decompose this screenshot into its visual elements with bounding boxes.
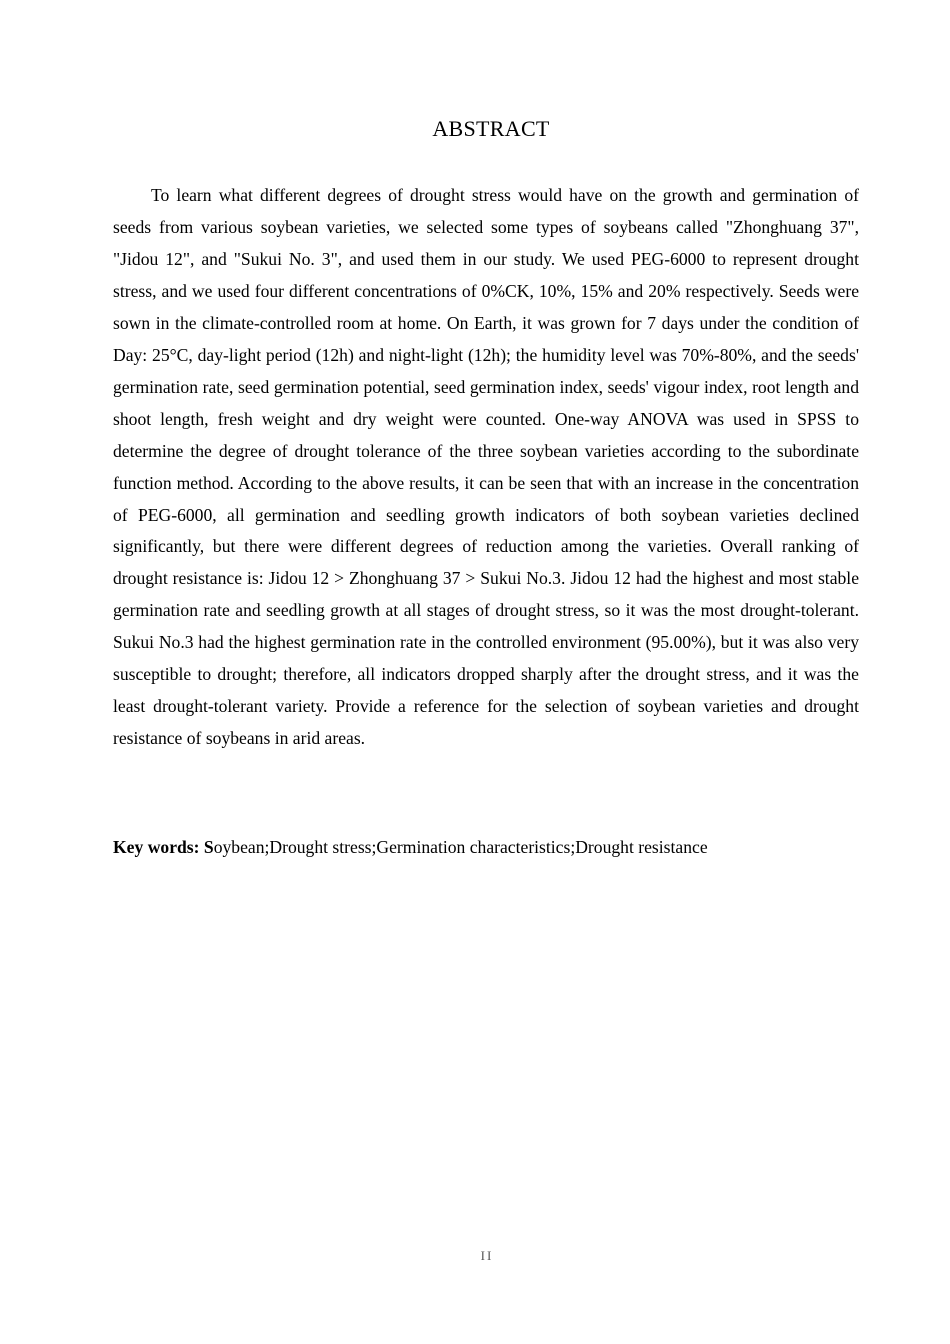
keywords-first-letter: S bbox=[203, 837, 214, 857]
keywords-text: oybean;Drought stress;Germination characteristics;Drought resistance bbox=[213, 837, 708, 857]
keywords-line bbox=[113, 831, 859, 863]
page-number: II bbox=[480, 1248, 494, 1263]
abstract-paragraph: To learn what different degrees of drought stress would have on the growth and germination of seeds from various soybean varieties, we selected some types of soybeans called "Zhonghuang 37", "Jidou 12", and "Sukui No. 3", and used them in our study. We used PEG-6000 to represent drought stress, and we used four different concentrations of 0%CK, 10%, 15% and 20% respectively. Seeds were sown in the climate-controlled room at home. On Earth, it was grown for 7 days under the condition of Day: 25°C, day-light period (12h) and night-light (12h); the humidity level was 70%-80%, and the seeds' germination rate, seed germination potential, seed germination index, seeds' vigour index, root length and shoot length, fresh weight and dry weight were counted. One-way ANOVA was used in SPSS to determine the degree of drought tolerance of the three soybean varieties according to the subordinate function method. According to the above results, it can be seen that with an increase in the concentration of PEG-6000, all germination and seedling growth indicators of both soybean varieties declined significantly, but there were different degrees of reduction among the varieties. Overall ranking of drought resistance is: Jidou 12 > Zhonghuang 37 > Sukui No.3. Jidou 12 had the highest and most stable germination rate and seedling growth at all stages of drought stress, so it was the most drought-tolerant. Sukui No.3 had the highest germination rate in the controlled environment (95.00%), but it was also very susceptible to drought; therefore, all indicators dropped sharply after the drought stress, and it was the least drought-tolerant variety. Provide a reference for the selection of soybean varieties and drought resistance of soybeans in arid areas. bbox=[113, 185, 859, 749]
page-title: ABSTRACT bbox=[432, 116, 550, 141]
keywords-label: Key words: bbox=[113, 837, 204, 857]
